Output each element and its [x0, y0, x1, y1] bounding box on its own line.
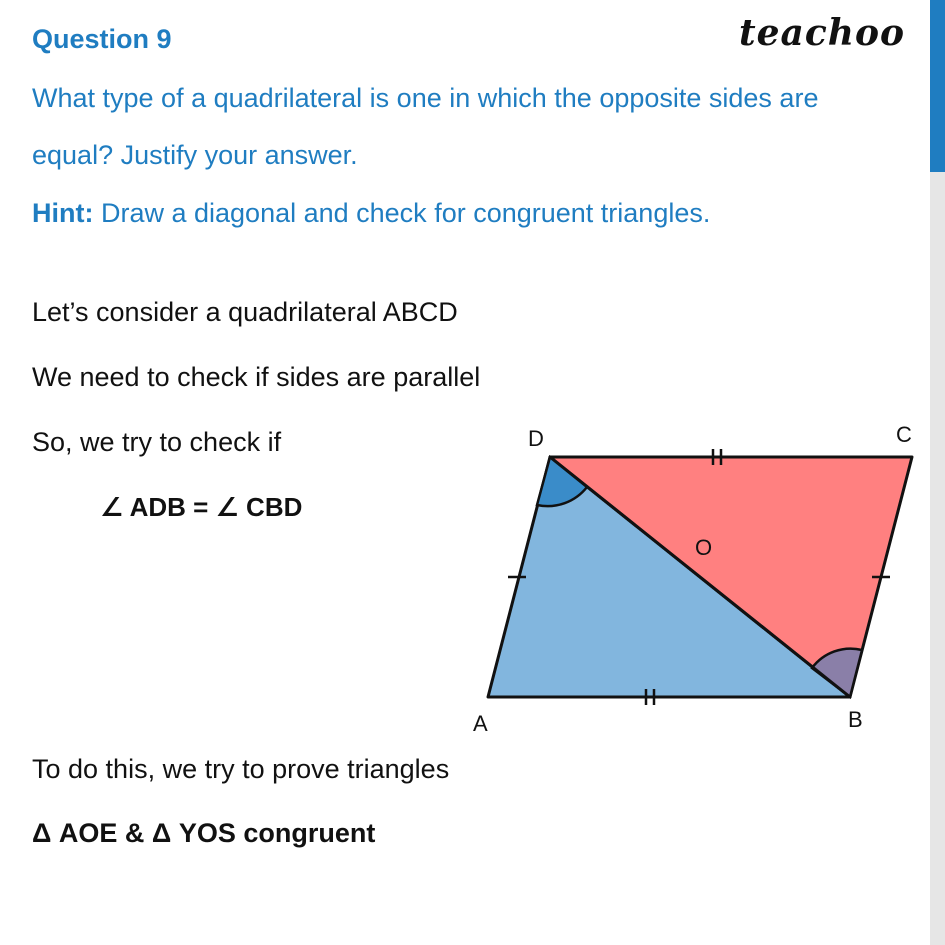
solution-line-1: Let’s consider a quadrilateral ABCD [32, 297, 458, 327]
hint-label: Hint: [32, 198, 94, 228]
question-text-line-2: equal? Justify your answer. [32, 140, 358, 170]
solution-line-2: We need to check if sides are parallel [32, 362, 481, 392]
hint-body: Draw a diagonal and check for congruent triangles. [93, 198, 711, 228]
solution-line-3: So, we try to check if [32, 427, 282, 457]
congruence-conclusion: Δ AOE & Δ YOS congruent [32, 818, 376, 848]
question-title: Question 9 [32, 24, 172, 54]
question-text-line-1: What type of a quadrilateral is one in which the opposite sides are [32, 83, 819, 113]
scrollbar-thumb[interactable] [930, 0, 945, 172]
vertex-label-d: D [528, 426, 544, 451]
scrollbar-track[interactable] [930, 0, 945, 945]
vertex-label-c: C [896, 422, 912, 447]
point-label-o: O [695, 535, 713, 560]
teachoo-logo: teachoo [739, 12, 905, 54]
vertex-label-a: A [473, 711, 488, 736]
angle-equation: ∠ ADB = ∠ CBD [100, 492, 303, 522]
vertex-label-b: B [848, 707, 863, 732]
solution-line-4: To do this, we try to prove triangles [32, 754, 450, 784]
